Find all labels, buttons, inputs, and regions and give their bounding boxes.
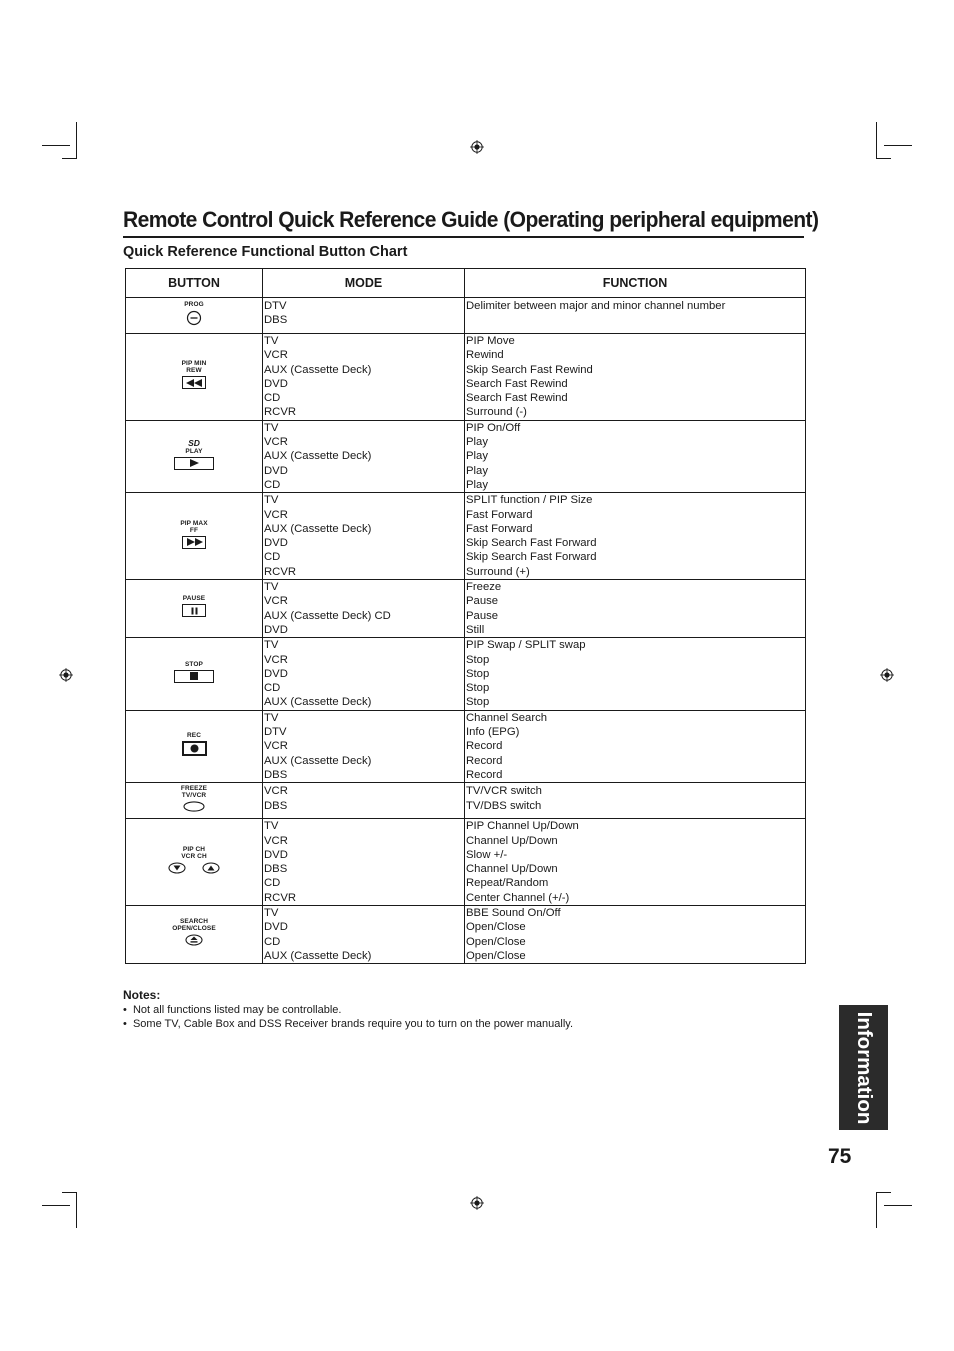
mode-text: TV [264, 906, 279, 919]
mode-text: CD [264, 877, 281, 890]
mode-cell [263, 420, 465, 492]
button-label: TV/VCR [181, 792, 207, 800]
function-text: Delimiter between major and minor channel number [466, 300, 726, 312]
function-text: Search Fast Rewind [466, 377, 568, 390]
mode-text: VCR [264, 349, 288, 362]
button-cell [126, 710, 263, 782]
function-text: BBE Sound On/Off [466, 906, 561, 919]
function-text: Play [466, 478, 488, 491]
mode-text: DVD [264, 848, 288, 861]
function-text: Stop [466, 696, 490, 709]
mode-text: TV [264, 421, 279, 434]
function-text: Still [466, 623, 485, 636]
table-row [126, 580, 806, 638]
mode-text: AUX (Cassette Deck) [264, 363, 372, 376]
pause-button-icon [182, 604, 206, 621]
table-row [126, 783, 806, 819]
function-text: Info (EPG) [466, 726, 520, 739]
mode-text: AUX (Cassette Deck) [264, 522, 372, 535]
function-cell [465, 905, 806, 963]
button-label: PIP CH [182, 845, 206, 853]
table-row [126, 905, 806, 963]
mode-cell [263, 493, 465, 580]
mode-cell [263, 710, 465, 782]
note-text: Some TV, Cable Box and DSS Receiver brands require you to turn on the power manually. [132, 1018, 574, 1030]
mode-text: AUX (Cassette Deck) CD [264, 609, 391, 622]
function-text: Pause [466, 595, 499, 608]
function-text: Fast Forward [466, 508, 533, 521]
mode-text: AUX (Cassette Deck) [264, 696, 372, 709]
function-text: Surround (-) [466, 406, 527, 419]
function-cell [465, 783, 806, 819]
section-subtitle: Quick Reference Functional Button Chart [123, 244, 408, 260]
button-label: PIP MIN [181, 360, 207, 368]
function-cell [465, 334, 806, 421]
mode-text: AUX (Cassette Deck) [264, 949, 372, 962]
mode-text: DVD [264, 377, 288, 390]
mode-text: AUX (Cassette Deck) [264, 754, 372, 767]
note-text: Not all functions listed may be controllable. [132, 1003, 342, 1016]
mode-text: AUX (Cassette Deck) [264, 450, 372, 463]
function-text: PIP Channel Up/Down [466, 820, 579, 833]
button-cell [126, 905, 263, 963]
mode-text: DBS [264, 768, 288, 781]
button-cell [126, 298, 263, 334]
button-label: PROG [184, 300, 204, 308]
function-text: Open/Close [466, 935, 526, 948]
mode-cell [263, 298, 465, 334]
prog-button-icon [186, 310, 202, 330]
mode-text: CD [264, 935, 281, 948]
button-label: REW [186, 367, 202, 375]
mode-text: CD [264, 478, 281, 491]
function-text: Play [466, 436, 488, 449]
button-cell [126, 493, 263, 580]
note-item: • Some TV, Cable Box and DSS Receiver brands require you to turn on the power manually. [123, 1018, 574, 1030]
function-text: Record [466, 768, 503, 781]
registration-mark-icon [59, 668, 73, 682]
function-text: Play [466, 464, 488, 477]
note-item: • Not all functions listed may be controllable. [123, 1003, 342, 1016]
function-text: Stop [466, 682, 490, 695]
mode-text: VCR [264, 595, 288, 608]
mode-cell [263, 580, 465, 638]
function-text: Skip Search Fast Forward [466, 551, 597, 564]
mode-cell [263, 819, 465, 906]
function-text: Channel Search [466, 711, 548, 724]
function-text: Open/Close [466, 921, 526, 934]
function-text: PIP Swap / SPLIT swap [466, 639, 586, 652]
page-title: Remote Control Quick Reference Guide (Operating peripheral equipment) [123, 207, 819, 232]
mode-text: VCR [264, 508, 288, 521]
mode-text: VCR [264, 834, 288, 847]
function-text: Slow +/- [466, 848, 508, 861]
table-row [126, 334, 806, 421]
mode-text: VCR [264, 436, 288, 449]
mode-text: VCR [264, 785, 288, 798]
function-text: Search Fast Rewind [466, 392, 568, 405]
mode-cell [263, 334, 465, 421]
function-text: TV/DBS switch [466, 799, 542, 812]
function-cell [465, 420, 806, 492]
svg-text:SD: SD [188, 438, 200, 447]
table-header-row [126, 269, 806, 298]
play-button-icon [174, 457, 214, 474]
header-function: FUNCTION [465, 269, 806, 298]
button-label: PIP MAX [180, 519, 208, 527]
page-number: 75 [828, 1145, 852, 1168]
mode-cell [263, 783, 465, 819]
mode-text: DBS [264, 314, 288, 327]
mode-text: DBS [264, 863, 288, 876]
table-row [126, 298, 806, 334]
function-text: Skip Search Fast Rewind [466, 363, 593, 376]
function-text: Fast Forward [466, 522, 533, 535]
function-cell [465, 638, 806, 710]
button-label: FREEZE [180, 785, 208, 793]
eject-button-icon [185, 934, 203, 950]
mode-text: DTV [264, 726, 287, 739]
header-mode: MODE [263, 269, 465, 298]
table-row [126, 638, 806, 710]
button-label: OPEN/CLOSE [172, 925, 216, 933]
function-text: Freeze [466, 581, 502, 594]
button-label: STOP [185, 660, 203, 668]
mode-text: TV [264, 820, 279, 833]
button-label: VCR CH [181, 852, 207, 860]
button-cell [126, 819, 263, 906]
button-cell [126, 334, 263, 421]
mode-text: RCVR [264, 406, 297, 419]
mode-cell [263, 905, 465, 963]
button-cell [126, 580, 263, 638]
stop-button-icon [174, 670, 214, 687]
function-text: Surround (+) [466, 565, 530, 578]
sd-logo-icon [126, 439, 262, 447]
section-tab-label: Information [852, 1011, 876, 1124]
function-text: SPLIT function / PIP Size [466, 494, 593, 507]
mode-text: DVD [264, 667, 288, 680]
function-text: Repeat/Random [466, 877, 549, 890]
notes-section [123, 988, 573, 1032]
registration-mark-icon [470, 1196, 484, 1210]
mode-text: CD [264, 682, 281, 695]
mode-text: CD [264, 551, 281, 564]
mode-text: VCR [264, 740, 288, 753]
function-text: PIP On/Off [466, 421, 521, 434]
function-cell [465, 298, 806, 334]
mode-text: TV [264, 711, 279, 724]
function-text: TV/VCR switch [466, 785, 542, 798]
function-text: Record [466, 754, 503, 767]
button-label: REC [186, 732, 202, 740]
table-row [126, 819, 806, 906]
mode-text: RCVR [264, 565, 297, 578]
function-cell [465, 819, 806, 906]
mode-text: DBS [264, 799, 288, 812]
section-tab [839, 1005, 888, 1130]
button-reference-table [125, 268, 806, 964]
mode-text: TV [264, 581, 279, 594]
mode-text: DVD [264, 537, 288, 550]
function-text: Record [466, 740, 503, 753]
mode-text: VCR [264, 653, 288, 666]
function-cell [465, 493, 806, 580]
button-label: FF [189, 526, 199, 534]
function-text: Pause [466, 609, 499, 622]
table-row [126, 420, 806, 492]
table-row [126, 710, 806, 782]
mode-text: DTV [264, 300, 287, 312]
mode-text: DVD [264, 921, 288, 934]
button-cell [126, 783, 263, 819]
function-text: Channel Up/Down [466, 834, 558, 847]
function-cell [465, 710, 806, 782]
function-text: Center Channel (+/-) [466, 891, 570, 904]
header-button: BUTTON [126, 269, 263, 298]
function-cell [465, 580, 806, 638]
mode-text: CD [264, 392, 281, 405]
channel-up-down-button-icon [168, 862, 220, 878]
registration-mark-icon [880, 668, 894, 682]
function-text: PIP Move [466, 335, 515, 347]
function-text: Channel Up/Down [466, 863, 558, 876]
function-text: Rewind [466, 349, 504, 362]
mode-cell [263, 638, 465, 710]
table-body [126, 298, 806, 964]
function-text: Stop [466, 667, 490, 680]
function-text: Open/Close [466, 949, 526, 962]
mode-text: TV [264, 639, 279, 652]
notes-title: Notes: [123, 988, 161, 1002]
freeze-button-icon [183, 801, 205, 816]
mode-text: DVD [264, 464, 288, 477]
function-text: Stop [466, 653, 490, 666]
fast-forward-button-icon [182, 536, 206, 553]
record-button-icon [182, 741, 207, 760]
title-underline [123, 236, 804, 238]
button-cell [126, 638, 263, 710]
registration-mark-icon [470, 140, 484, 154]
button-label: SEARCH [179, 918, 209, 926]
button-cell [126, 420, 263, 492]
mode-text: DVD [264, 623, 288, 636]
rewind-button-icon [182, 376, 206, 393]
mode-text: TV [264, 494, 279, 507]
function-text: Play [466, 450, 488, 463]
mode-text: TV [264, 335, 279, 347]
button-label: PAUSE [182, 595, 206, 603]
function-text: Skip Search Fast Forward [466, 537, 597, 550]
button-label: PLAY [185, 447, 203, 455]
mode-text: RCVR [264, 891, 297, 904]
table-row [126, 493, 806, 580]
